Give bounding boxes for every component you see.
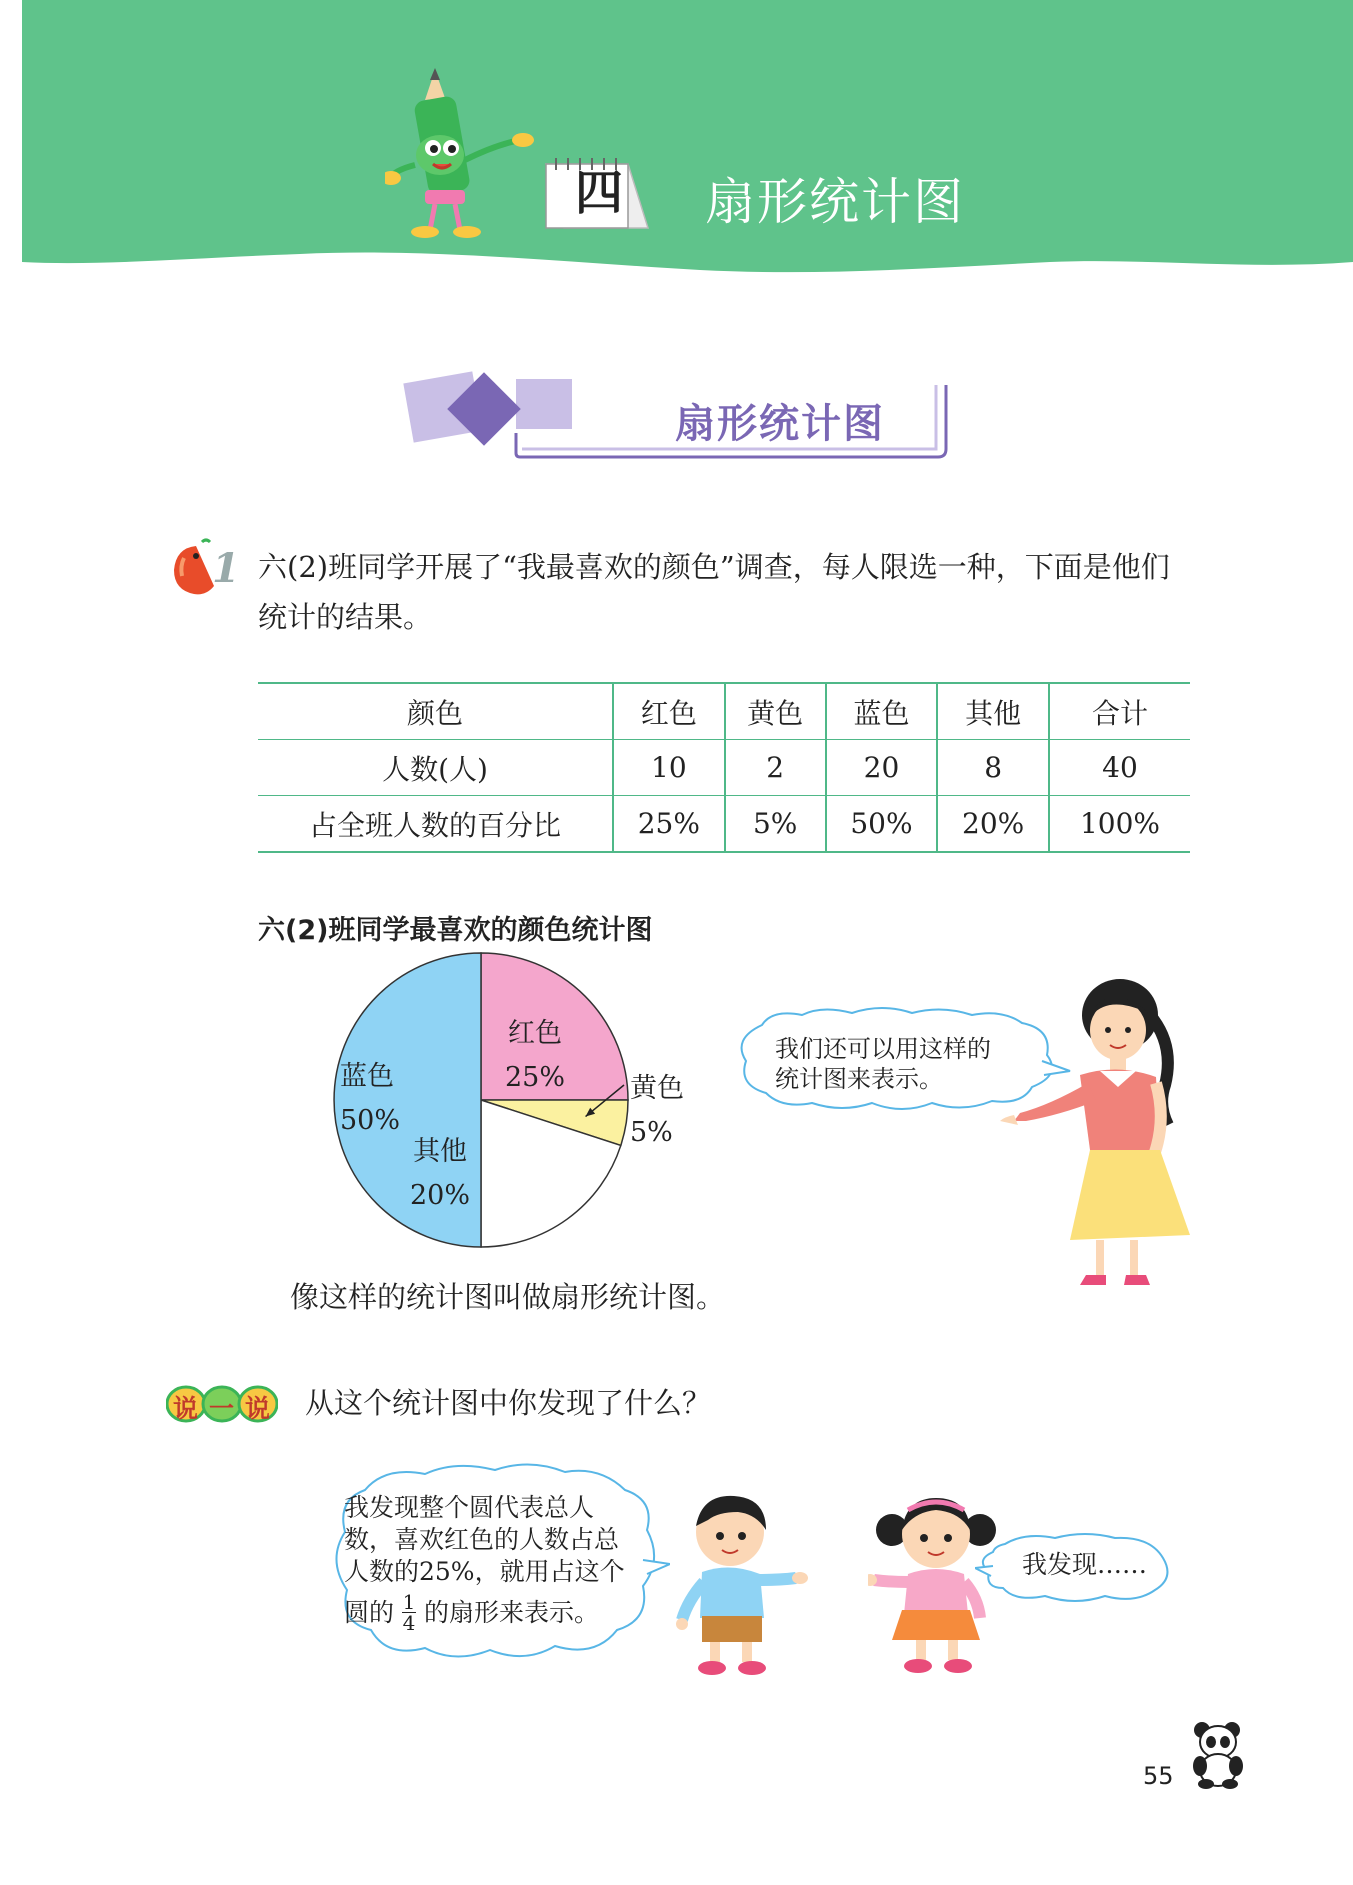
table-cell: 8 <box>937 740 1049 796</box>
boy-bubble-line <box>344 1592 625 1633</box>
example-number-icon <box>166 538 252 600</box>
table-header-cell: 红色 <box>613 683 725 740</box>
discuss-badge-char: 说 <box>245 1394 271 1423</box>
pie-chart <box>320 945 720 1255</box>
pie-slice-value-label: 50% <box>340 1105 401 1136</box>
table-cell: 40 <box>1049 740 1190 796</box>
table-row <box>258 740 1190 796</box>
fraction <box>402 1592 416 1633</box>
table-cell: 25% <box>613 796 725 853</box>
fraction-numerator: 1 <box>402 1590 416 1614</box>
boy-illustration-icon <box>668 1490 808 1680</box>
table-cell: 100% <box>1049 796 1190 853</box>
discuss-badge-char: 说 <box>173 1394 199 1423</box>
teacher-bubble-line: 统计图来表示。 <box>775 1065 943 1093</box>
girl-bubble-text: 我发现…… <box>1022 1550 1148 1579</box>
boy-bubble-text <box>344 1492 625 1633</box>
pie-slice-value-label: 20% <box>409 1180 471 1211</box>
discuss-question: 从这个统计图中你发现了什么？ <box>305 1386 712 1420</box>
teacher-bubble-text <box>775 1034 991 1094</box>
table-header-row <box>258 683 1190 740</box>
table-header-cell: 其他 <box>937 683 1049 740</box>
table-header-cell: 蓝色 <box>826 683 938 740</box>
discuss-badge <box>166 1384 278 1424</box>
pie-slice-label: 其他 <box>413 1136 467 1167</box>
table-cell: 2 <box>725 740 826 796</box>
table-cell: 5% <box>725 796 826 853</box>
boy-bubble-line4-start: 圆的 <box>344 1597 395 1627</box>
table-row <box>258 796 1190 853</box>
table-header-cell: 黄色 <box>725 683 826 740</box>
table-header-cell: 颜色 <box>406 696 463 730</box>
boy-bubble-line4-end: 的扇形来表示。 <box>424 1597 600 1627</box>
definition-text: 像这样的统计图叫做扇形统计图。 <box>290 1280 726 1314</box>
unit-title: 扇形统计图 <box>705 173 965 231</box>
pie-slice-value-label: 5% <box>630 1117 673 1148</box>
problem-line-2: 统计的结果。 <box>258 600 433 634</box>
discuss-badge-char: 一 <box>209 1394 235 1423</box>
chart-title: 六(2)班同学最喜欢的颜色统计图 <box>258 915 653 946</box>
teacher-bubble-line: 我们还可以用这样的 <box>775 1035 991 1063</box>
problem-text <box>258 542 1198 642</box>
table-cell: 10 <box>613 740 725 796</box>
pie-slice-label: 黄色 <box>630 1073 684 1104</box>
boy-bubble-line: 人数的25%，就用占这个 <box>344 1557 625 1586</box>
panda-icon <box>1188 1720 1248 1790</box>
table-cell: 20 <box>826 740 938 796</box>
boy-bubble-line: 我发现整个圆代表总人 <box>344 1493 595 1522</box>
table-cell: 50% <box>826 796 938 853</box>
table-cell: 人数(人) <box>382 752 488 786</box>
boy-bubble-line: 数，喜欢红色的人数占总 <box>344 1525 620 1554</box>
pie-slice-label: 红色 <box>508 1018 562 1049</box>
teacher-illustration-icon <box>1000 975 1210 1295</box>
table-cell: 20% <box>937 796 1049 853</box>
pie-slice-value-label: 25% <box>504 1062 566 1093</box>
section-title: 扇形统计图 <box>675 400 885 447</box>
unit-number: 四 <box>574 165 623 221</box>
chapter-header-band <box>0 0 1353 285</box>
page-number: 55 <box>1143 1762 1174 1790</box>
data-table <box>258 682 1190 853</box>
table-header-cell: 合计 <box>1049 683 1190 740</box>
example-number: 1 <box>212 545 240 592</box>
problem-line-1: 六(2)班同学开展了“我最喜欢的颜色”调查，每人限选一种，下面是他们 <box>258 550 1170 584</box>
fraction-denominator: 4 <box>402 1611 416 1635</box>
table-cell: 占全班人数的百分比 <box>308 808 561 842</box>
pie-slice-label: 蓝色 <box>340 1061 394 1092</box>
